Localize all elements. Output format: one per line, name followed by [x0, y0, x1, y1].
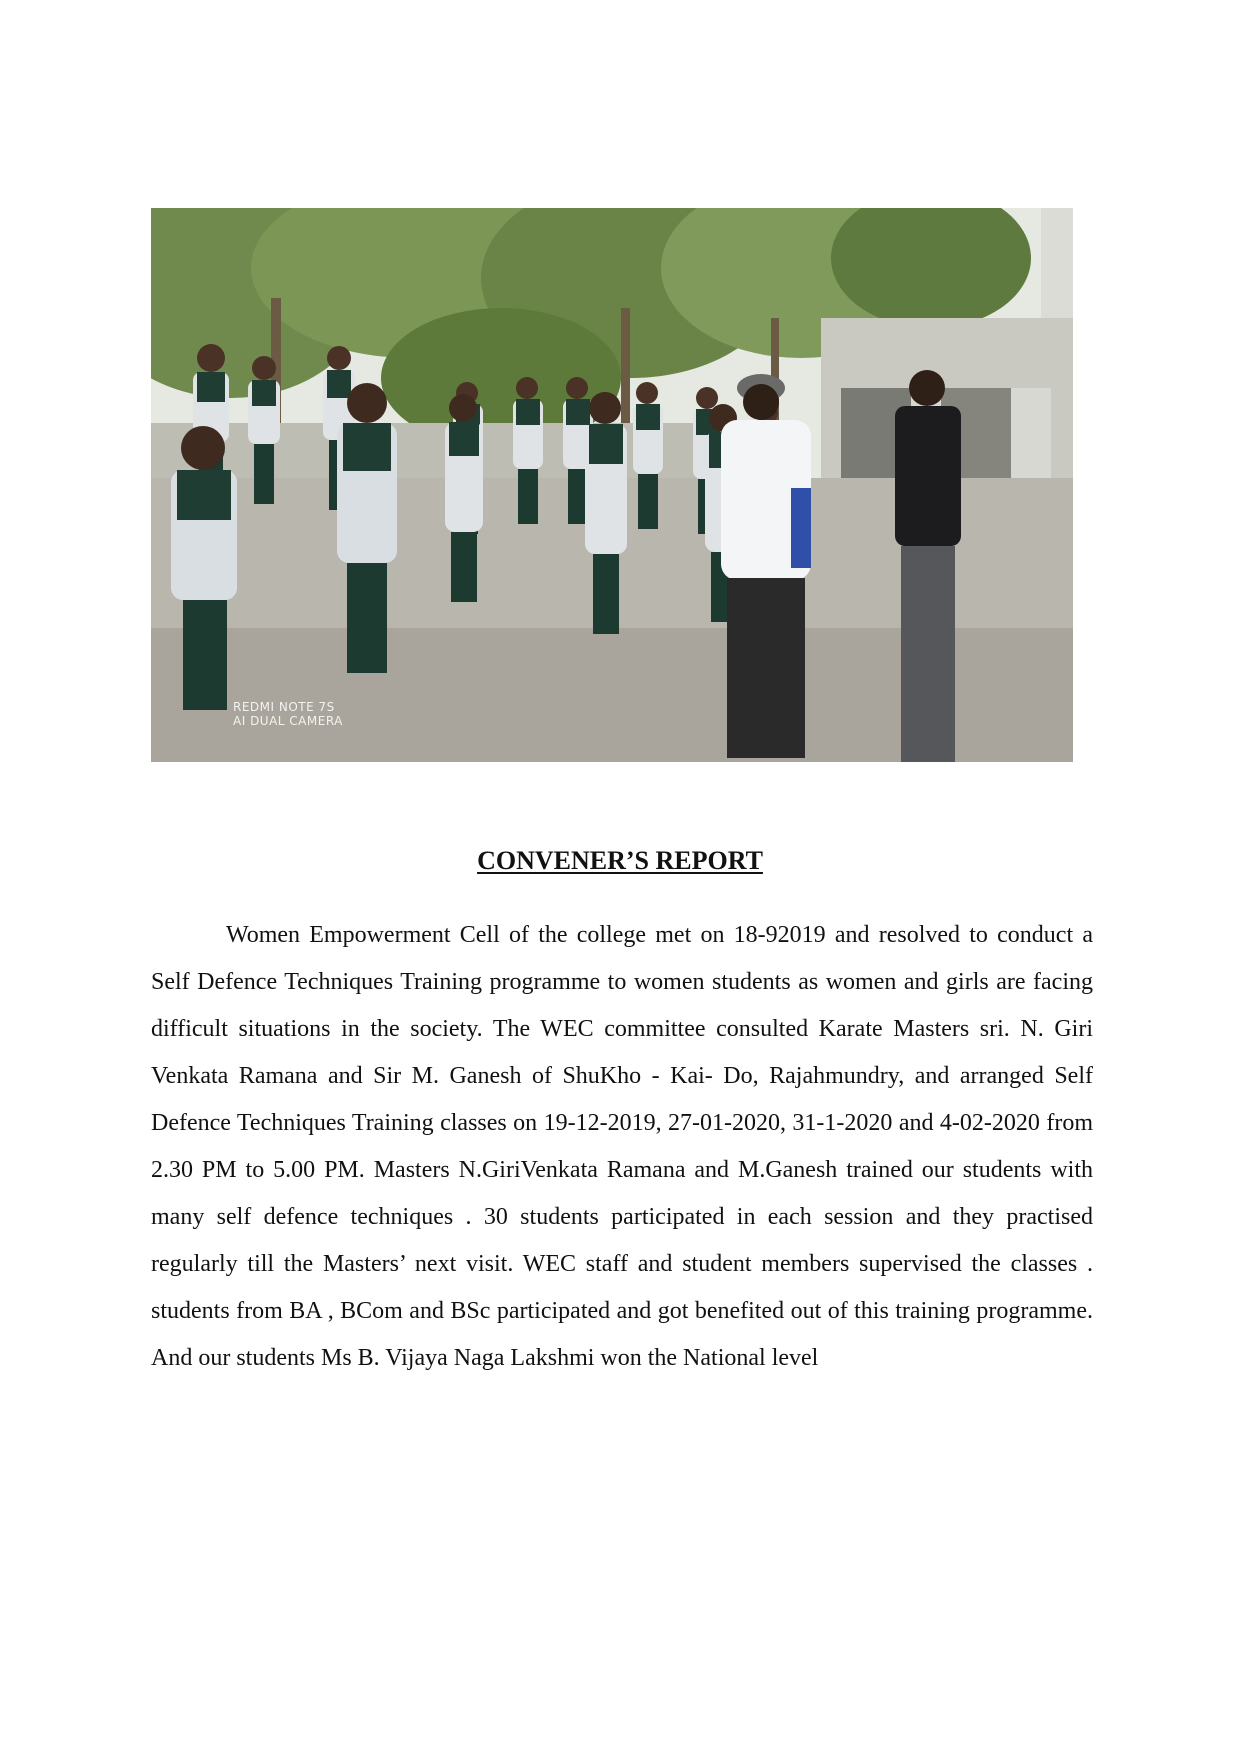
report-body-text: Women Empowerment Cell of the college met on 18-92019 and resolved to conduct a Self Defence Techniques Training programme to women students as women and girls are facing difficult situations in the society. The WEC committee consulted Karate Masters sri. N. Giri Venkata Ramana and Sir M. Ganesh of ShuKho - Kai- Do, Rajahmundry, and arranged Self Defence Techniques Training classes on 19-12-2019, 27-01-2020, 31-1-2020 and 4-02-2020 from 2.30 PM to 5.00 PM. Masters N.GiriVenkata Ramana and M.Ganesh trained our students with many self defence techniques . 30 students participated in each session and they practised regularly till the Masters’ next visit. WEC staff and student members supervised the classes . students from BA , BCom and BSc participated and got benefited out of this training programme. And our students Ms B. Vijaya Naga Lakshmi won the National level	[151, 922, 1093, 1371]
photo-illustration	[151, 208, 1073, 762]
training-photo	[151, 208, 1073, 762]
report-body-paragraph	[151, 912, 1093, 1382]
camera-watermark	[233, 700, 343, 728]
watermark-line-2: AI DUAL CAMERA	[233, 714, 343, 728]
report-title: CONVENER’S REPORT	[477, 846, 763, 875]
watermark-line-1: REDMI NOTE 7S	[233, 700, 335, 714]
